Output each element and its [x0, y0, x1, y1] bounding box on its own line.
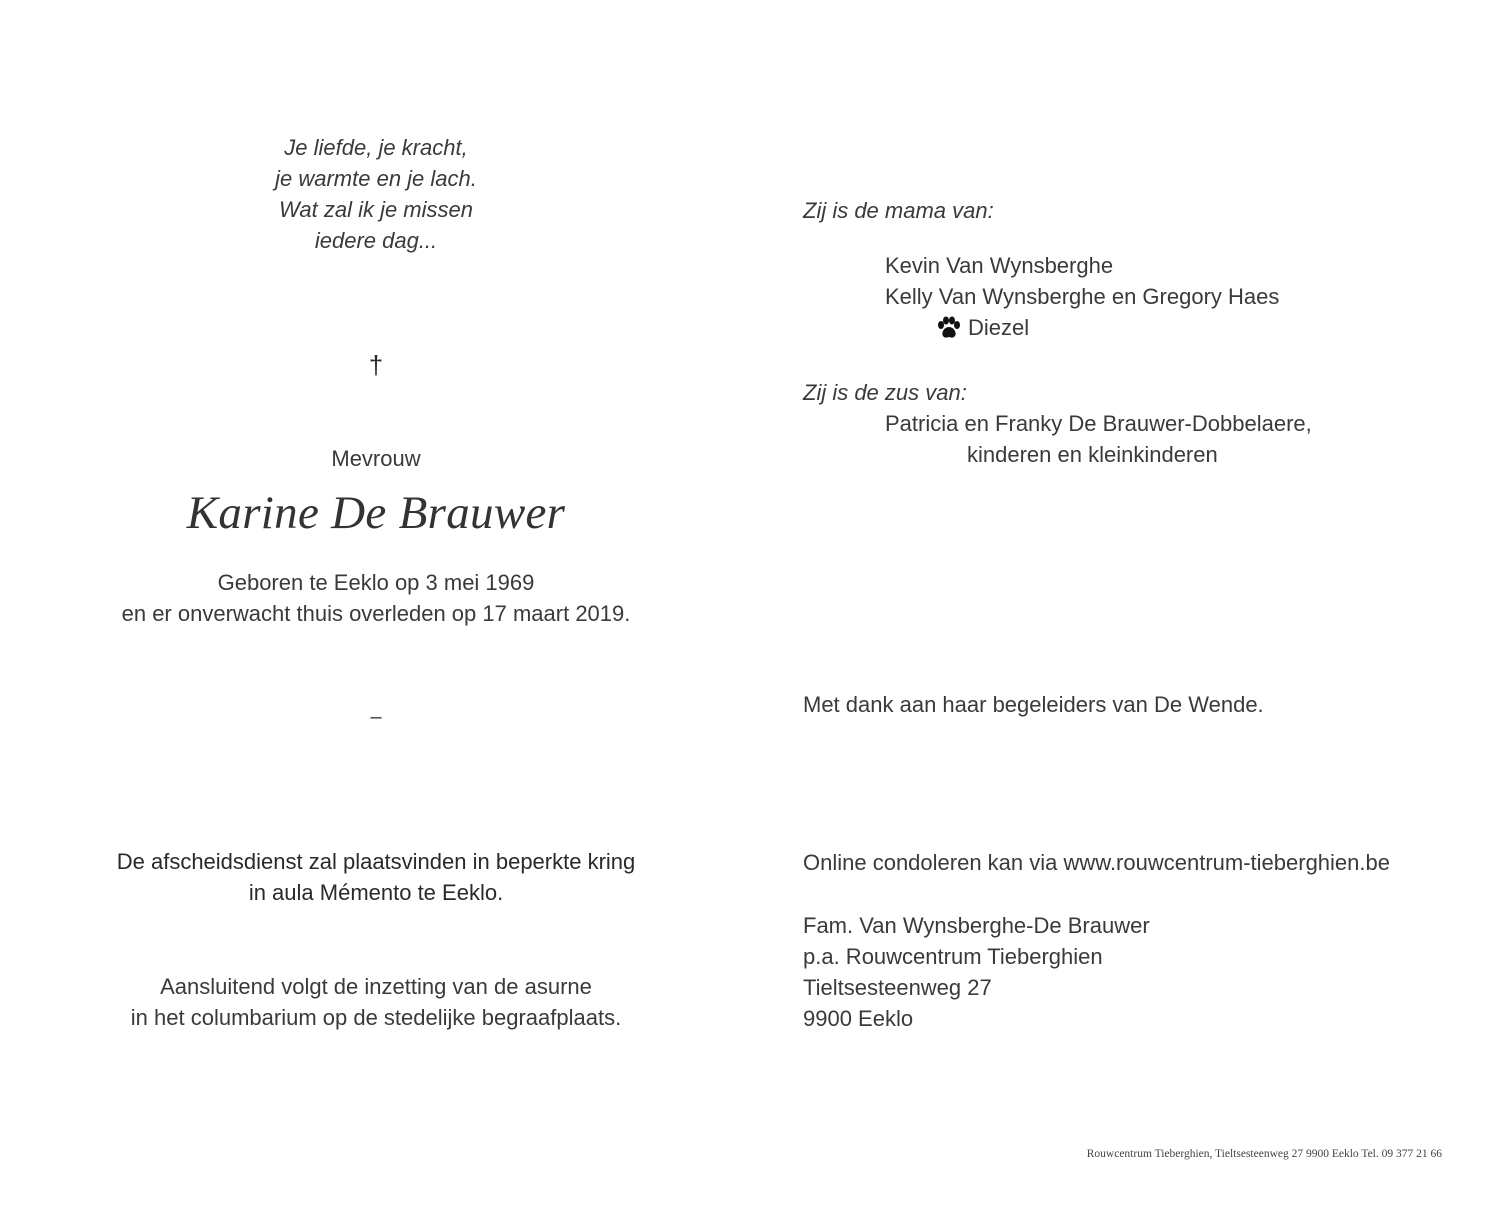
footer-credit: Rouwcentrum Tieberghien, Tieltsesteenweg 27 9900 Eeklo Tel. 09 377 21 66 [1086, 1148, 1442, 1160]
siblings-heading: Zij is de zus van: [803, 380, 967, 405]
sibling-line: kinderen en kleinkinderen [967, 442, 1218, 467]
cross-icon: † [368, 350, 384, 380]
poem-line: Je liefde, je kracht, [284, 135, 468, 160]
ceremony-line: De afscheidsdienst zal plaatsvinden in beperkte kring [116, 849, 636, 874]
life-dates [76, 567, 676, 629]
address-line: 9900 Eeklo [803, 1006, 914, 1031]
address-line: Tieltsesteenweg 27 [803, 975, 992, 1000]
divider: – [370, 706, 382, 728]
sibling-line: Patricia en Franky De Brauwer-Dobbelaere, [885, 411, 1312, 436]
ceremony-line: in aula Mémento te Eeklo. [248, 880, 504, 905]
poem-line: Wat zal ik je missen [279, 197, 473, 222]
birth-line: Geboren te Eeklo op 3 mei 1969 [217, 570, 535, 595]
siblings-section [803, 377, 1312, 470]
poem [96, 132, 656, 256]
poem-line: je warmte en je lach. [275, 166, 477, 191]
interment-info [76, 971, 676, 1033]
address-line: Fam. Van Wynsberghe-De Brauwer [803, 913, 1150, 938]
deceased-title: Mevrouw [331, 446, 421, 471]
child-name: Kelly Van Wynsberghe en Gregory Haes [885, 284, 1280, 309]
pet-name: Diezel [968, 315, 1030, 340]
pet-row [803, 312, 1279, 343]
deceased-name: Karine De Brauwer [186, 487, 566, 539]
address-line: p.a. Rouwcentrum Tieberghien [803, 944, 1103, 969]
death-line: en er onverwacht thuis overleden op 17 maart 2019. [121, 601, 631, 626]
interment-line: Aansluitend volgt de inzetting van de asurne [160, 974, 592, 999]
address-block [803, 910, 1150, 1034]
child-name: Kevin Van Wynsberghe [885, 253, 1114, 278]
ceremony-info [76, 846, 676, 908]
children-section [803, 195, 1279, 343]
condolence-text: Online condoleren kan via www.rouwcentrum-tieberghien.be [803, 850, 1390, 875]
thanks-text: Met dank aan haar begeleiders van De Wende. [803, 692, 1264, 717]
children-heading: Zij is de mama van: [803, 198, 994, 223]
paw-icon [936, 316, 962, 340]
poem-line: iedere dag... [314, 228, 438, 253]
interment-line: in het columbarium op de stedelijke begraafplaats. [130, 1005, 622, 1030]
